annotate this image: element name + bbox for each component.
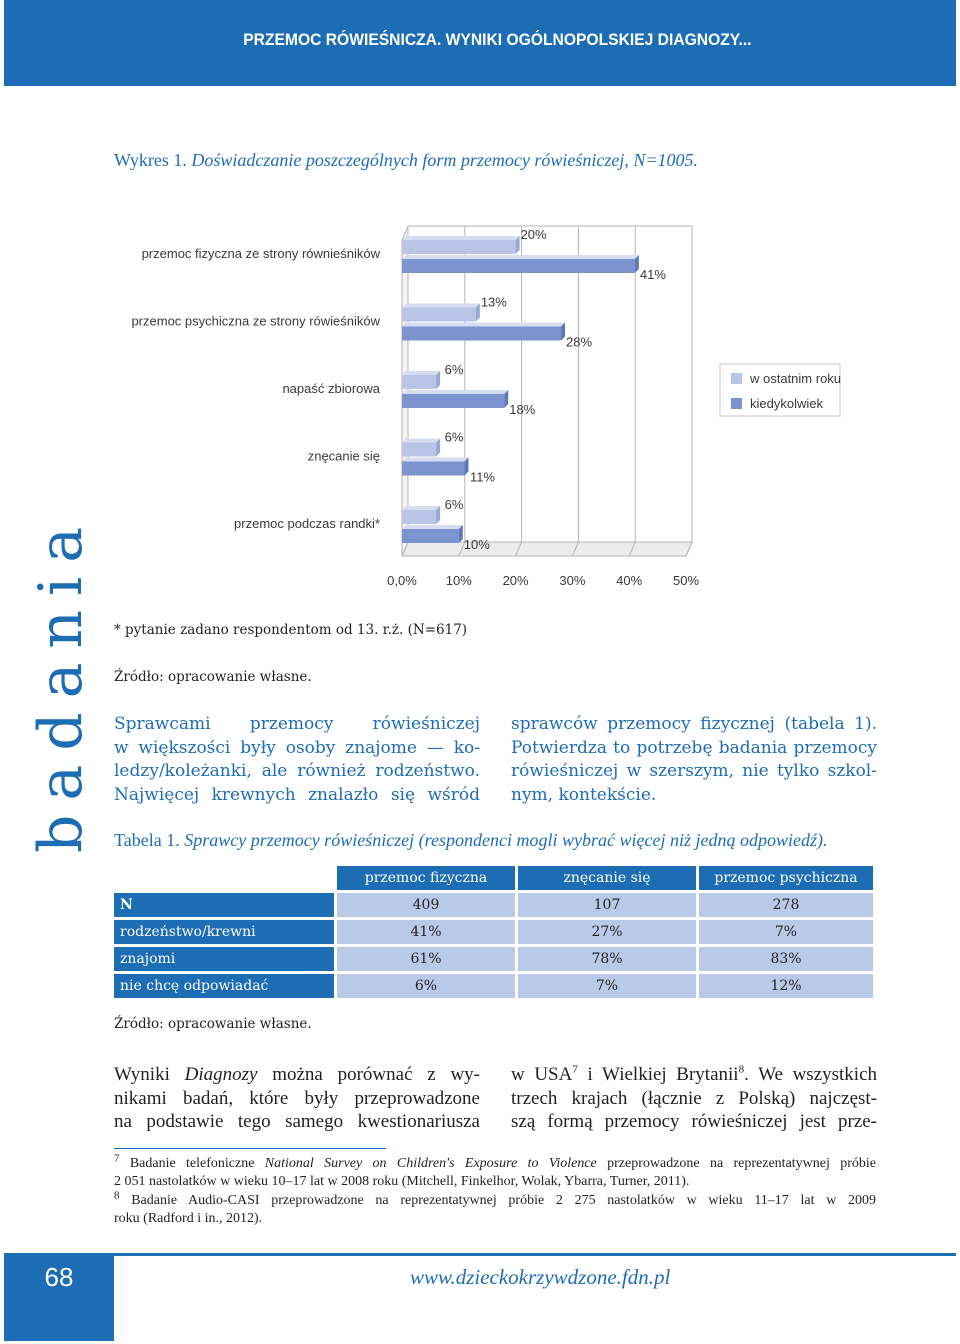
text-line: Najwięcej krewnych znalazło się wśród [114,784,480,805]
table-cell: 107 [518,893,696,917]
x-tick-label: 40% [616,573,643,588]
bar-last-year [402,240,516,254]
category-label: przemoc fizyczna ze strony równieśników [141,246,380,261]
footnote-number: 7 [114,1152,120,1165]
data-label: 18% [509,402,536,417]
table-cell: 409 [337,893,515,917]
bar-top-face [402,236,520,240]
category-label: znęcanie się [307,448,380,464]
bar-top-face [402,390,508,394]
text-run: przeprowadzone na reprezentatywnej próbie [596,1156,876,1171]
table-source: Źródło: opracowanie własne. [114,1016,312,1032]
chart-footnote: * pytanie zadano respondentom od 13. r.ż. (N=617) [114,622,468,638]
bar-last-year [402,375,436,389]
text-line: w większości były osoby znajome — ko- [114,737,480,758]
text-line: rówieśniczej w szerszym, nie tylko szkol- [511,761,877,781]
legend-label: kiedykolwiek [750,396,823,411]
bar-ever [402,259,635,273]
bar-ever [402,462,464,476]
table-row [114,947,873,971]
legend-swatch [731,398,742,409]
chart-floor [402,542,692,556]
bar-top-face [402,506,440,510]
footer-url: www.dzieckokrzywdzone.fdn.pl [410,1265,671,1289]
table-header-row [114,866,873,890]
text-line [511,1063,877,1087]
table-row [114,893,873,917]
bar-ever [402,529,459,543]
text-run-italic: Diagnozy [184,1064,258,1085]
bar-last-year [402,443,436,457]
paragraph-right-lower [511,1063,877,1134]
text-line: sprawców przemocy fizycznej (tabela 1). [511,714,877,734]
data-label: 6% [444,362,464,377]
footnote-separator [114,1148,386,1149]
table-caption-label: Tabela 1. [114,830,180,850]
footnote-ref: 8 [738,1063,745,1076]
x-tick-label: 20% [502,573,529,588]
text-run: Badanie telefoniczne [119,1156,265,1171]
footnote-7 [114,1152,876,1191]
x-tick-label: 50% [672,573,700,588]
data-label: 11% [469,469,496,485]
bar-top-face [402,304,480,308]
footer-rule [4,1253,956,1256]
chart-source: Źródło: opracowanie własne. [114,669,312,685]
table-cell: 7% [699,920,873,944]
legend-label: w ostatnim roku [750,371,842,386]
chart-caption-text: Doświadczanie poszczególnych form przemocy rówieśniczej, N=1005. [191,150,698,170]
data-label: 10% [463,537,490,552]
category-label: przemoc podczas randki* [234,516,380,531]
table-caption [114,830,827,851]
text-line: nikami badań, które były przeprowadzone [114,1087,480,1109]
text-line: Potwierdza to potrzebę badania przemocy [511,737,877,758]
table-corner-cell [114,866,334,890]
x-tick-label: 30% [559,573,586,588]
text-run: można porównać z wy- [257,1064,480,1085]
bar-top-face [402,323,565,327]
text-line: Sprawcami przemocy rówieśniczej [114,714,480,734]
text-run: Badanie Audio-CASI przeprowadzone na reprezentatywnej próbie 2 275 nastolatków w wieku 11–17 lat w 2009 [119,1193,876,1208]
table-row-header: znajomi [114,947,334,971]
text-line [114,1063,480,1087]
table-column-header: znęcanie się [518,866,696,890]
bar-chart [0,0,960,600]
text-line: na podstawie tego samego kwestionariusza [114,1111,480,1132]
table-cell: 83% [699,947,873,971]
text-line: szą formą przemocy rówieśniczej jest prze- [511,1111,877,1132]
data-label: 41% [639,267,666,282]
paragraph-left [114,713,480,807]
table-cell: 61% [337,947,515,971]
table-cell: 41% [337,920,515,944]
text-run: i Wielkiej Brytanii [577,1064,739,1085]
page-number: 68 [44,1262,74,1292]
bar-last-year [402,510,436,524]
footnote-number: 8 [114,1189,120,1202]
table-cell: 6% [337,974,515,998]
footnote-ref: 7 [572,1063,578,1076]
table-row [114,974,873,998]
text-run-italic: National Survey on Children's Exposure to Violence [264,1156,597,1171]
table-column-header: przemoc fizyczna [337,866,515,890]
table-caption-text: Sprawcy przemocy rówieśniczej (respondenci mogli wybrać więcej niż jedną odpowiedź). [184,830,828,850]
paragraph-left-lower [114,1063,480,1134]
x-tick-label: 0,0% [387,573,417,588]
text-run: . We wszystkich [744,1064,878,1085]
table-cell: 27% [518,920,696,944]
legend-swatch [731,373,742,384]
text-line: ledzy/koleżanki, ale również rodzeństwo. [114,761,480,781]
table-cell: 7% [518,974,696,998]
text-line [114,1152,876,1173]
bar-top-face [402,371,440,375]
text-line: trzech krajach (łącznie z Polską) najczęst- [511,1087,877,1109]
text-line: 2 051 nastolatków w wieku 10–17 lat w 2008 roku (Mitchell, Finkelhor, Wolak, Ybarra, Turner, 2011). [114,1174,690,1189]
table-row-header: nie chcę odpowiadać [114,974,334,998]
bar-top-face [402,458,468,462]
table-cell: 78% [518,947,696,971]
perpetrators-table [111,863,876,1001]
data-label: 20% [520,227,547,242]
bar-top-face [402,255,639,259]
chart-caption-label: Wykres 1. [114,150,187,170]
text-line: nym, kontekście. [511,784,657,805]
data-label: 28% [566,334,593,350]
bar-last-year [402,308,476,322]
bar-ever [402,327,561,341]
text-run: Wyniki [114,1064,185,1085]
bar-ever [402,394,504,408]
section-side-label-text: badania [26,512,96,853]
bar-top-face [402,439,440,443]
table-cell: 12% [699,974,873,998]
text-line: roku (Radford i in., 2012). [114,1211,263,1226]
table-cell: 278 [699,893,873,917]
data-label: 13% [480,294,507,310]
data-label: 6% [444,429,464,445]
text-line [114,1189,876,1210]
category-label: przemoc psychiczna ze strony rówieśników [131,313,380,329]
category-label: napaść zbiorowa [282,381,380,396]
table-row-header: rodzeństwo/krewni [114,920,334,944]
table-row-header: N [114,893,334,917]
footnote-8 [114,1189,876,1228]
section-side-label [6,505,116,860]
text-run: w USA [511,1064,573,1085]
bar-top-face [402,525,463,529]
data-label: 6% [444,497,464,512]
paragraph-right [511,713,877,807]
table-column-header: przemoc psychiczna [699,866,873,890]
table-row [114,920,873,944]
running-header-title: PRZEMOC RÓWIEŚNICZA. WYNIKI OGÓLNOPOLSKIEJ DIAGNOZY... [243,30,752,49]
x-tick-label: 10% [445,573,472,588]
